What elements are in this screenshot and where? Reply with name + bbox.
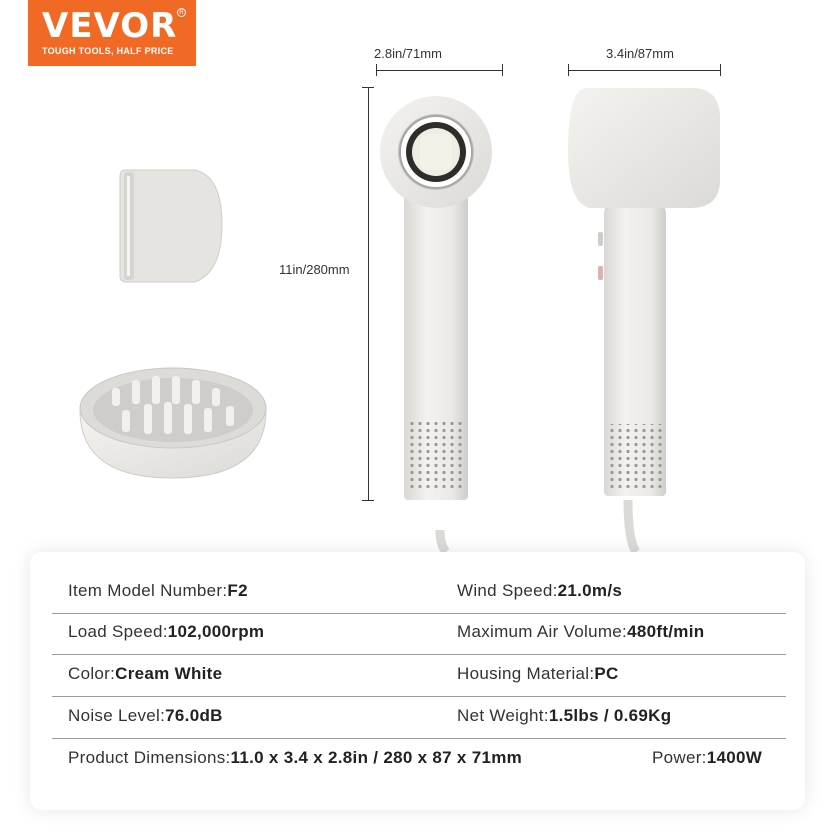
spec-load-speed [68, 612, 264, 652]
weight-value: 1.5lbs / 0.69Kg [548, 706, 672, 725]
diffuser-attachment-image [80, 368, 266, 478]
model-value: F2 [227, 581, 248, 600]
spec-power [652, 738, 762, 778]
color-label: Color: [68, 664, 116, 683]
spec-housing [457, 654, 619, 694]
housing-value: PC [594, 664, 619, 683]
air-volume-value: 480ft/min [627, 622, 705, 641]
weight-label: Net Weight: [457, 706, 549, 725]
spec-model [68, 571, 248, 611]
load-speed-label: Load Speed: [68, 622, 168, 641]
brand-name: VEVOR [42, 6, 178, 46]
dimensions-label: Product Dimensions: [68, 748, 231, 767]
load-speed-value: 102,000rpm [167, 622, 265, 641]
wind-speed-value: 21.0m/s [557, 581, 623, 600]
side-width-label: 3.4in/87mm [606, 46, 674, 61]
height-label: 11in/280mm [279, 262, 350, 277]
spec-noise [68, 696, 223, 736]
hair-dryer-front-view [380, 96, 492, 552]
dimensions-value: 11.0 x 3.4 x 2.8in / 280 x 87 x 71mm [230, 748, 523, 767]
wind-speed-label: Wind Speed: [457, 581, 558, 600]
noise-value: 76.0dB [165, 706, 223, 725]
spec-wind-speed [457, 571, 622, 611]
model-label: Item Model Number: [68, 581, 228, 600]
noise-label: Noise Level: [68, 706, 166, 725]
color-value: Cream White [115, 664, 223, 683]
power-value: 1400W [706, 748, 763, 767]
spec-air-volume [457, 612, 704, 652]
brand-tagline: TOUGH TOOLS, HALF PRICE [42, 46, 174, 56]
spec-dimensions [68, 738, 522, 778]
front-width-label: 2.8in/71mm [374, 46, 442, 61]
air-volume-label: Maximum Air Volume: [457, 622, 628, 641]
spec-weight [457, 696, 671, 736]
power-label: Power: [652, 748, 707, 767]
housing-label: Housing Material: [457, 664, 595, 683]
nozzle-attachment-image [120, 170, 222, 282]
registered-mark: R [177, 8, 186, 17]
spec-color [68, 654, 222, 694]
hair-dryer-side-view [568, 88, 720, 552]
